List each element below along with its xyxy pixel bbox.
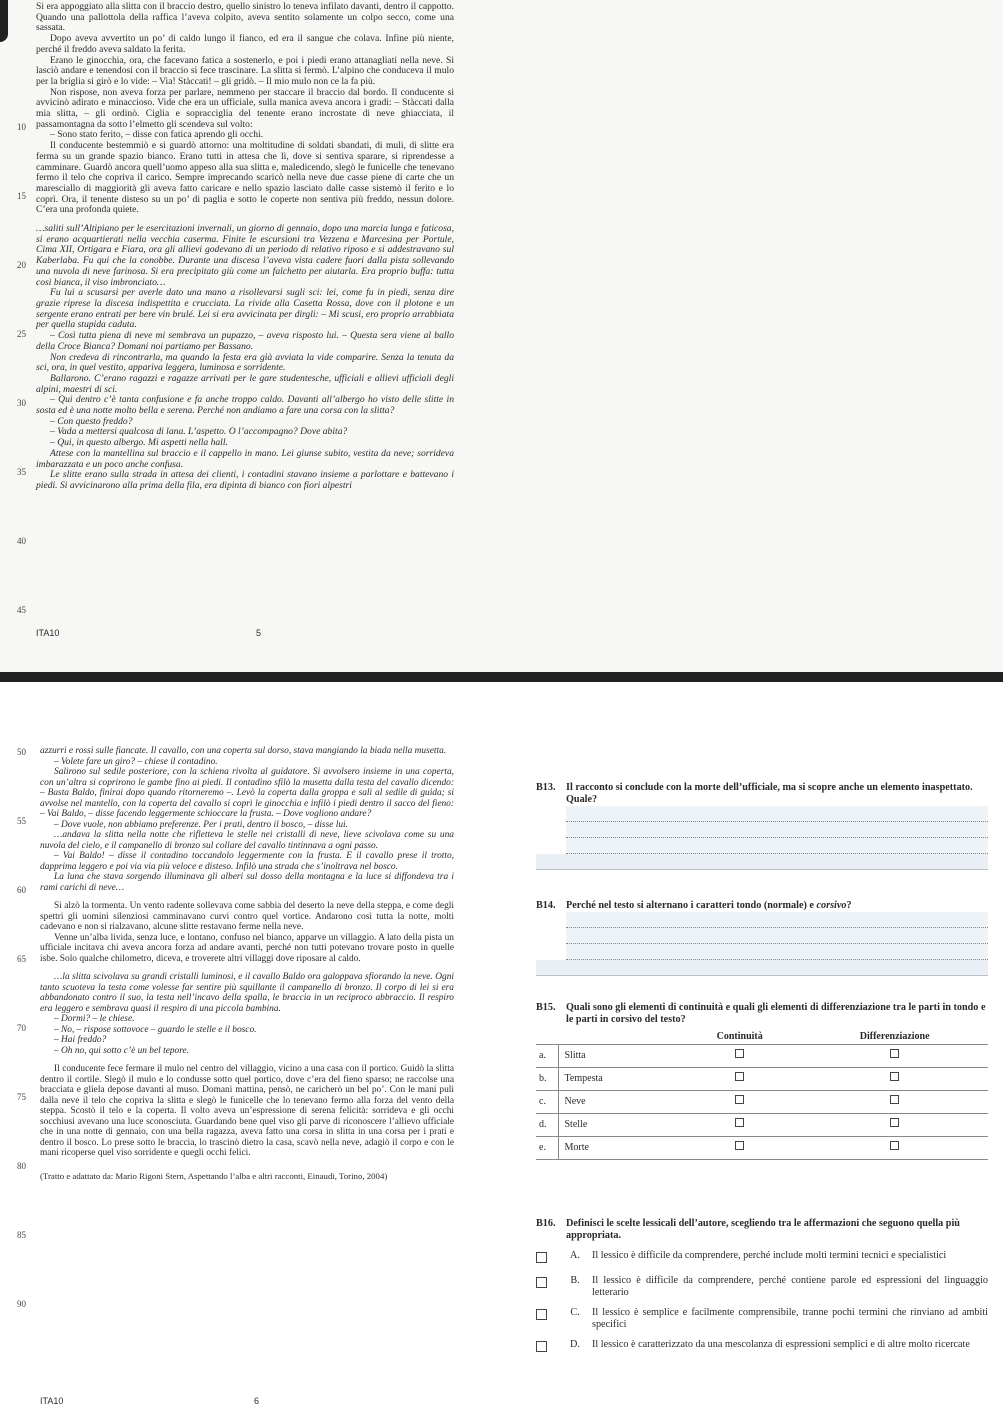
page-gap	[0, 682, 1003, 730]
answer-line[interactable]	[566, 838, 988, 854]
paragraph: – Con questo freddo?	[50, 415, 133, 427]
table-row	[536, 1090, 988, 1113]
paragraph: Non credeva di rincontrarla, ma quando la festa era già avviata la vide comparire. Senza la tenuta da sci, ora, in quel vestito, appariva leggera, luminosa e sorridente.	[36, 351, 454, 374]
paragraph: …andava la slitta nella notte che rifletteva le stelle nei cristalli di neve, lieve scivolava come su una nuvola del cielo, e il campanello di bronzo sul collare del cavallo tintinnava a ogni passo.	[40, 830, 454, 851]
page-curl-shadow	[0, 0, 8, 42]
paragraph: Il conducente fece fermare il mulo nel centro del villaggio, vicino a una casa con il portico. Guidò la slitta dentro il cortile. Slegò il mulo e lo condusse sotto quel portico, dove c’era del fieno sparso; ne raccolse una bracciata e gliela depose davanti al muso. Domani mattina, pensò, ne caricherò un bel po’. Con le mani puli dalla neve il telo che copriva la slitta e slegò le funicelle che lo tenevano fermo alla forza del vento della steppa. Scostò il telo e la coperta. Il volto aveva un’espressione di serena felicità: sorrideva e gli occhi socchiusi avevano una luce sconosciuta. Guardando bene quel viso gli parve di riconoscere l’allievo ufficiale che in una notte di gennaio, con una bella ragazza, aveva fatto una corsa in slitta in una corsa per i prati e dentro il bosco. Lo prese sotto le braccia, lo trascinò dietro la casa, scavò nella neve, adagiò il corpo e con le mani ricoperse quel viso sorridente e quegli occhi felici.	[40, 1064, 454, 1158]
paragraph: – Qui, in questo albergo. Mi aspetti nella hall.	[50, 437, 228, 449]
paragraph: La luna che stava sorgendo illuminava gli alberi sul dosso della montagna e la luce si diffondeva tra i rami carichi di neve…	[40, 872, 454, 893]
difference-checkbox[interactable]	[890, 1141, 899, 1150]
row-word: Morte	[558, 1136, 678, 1159]
answer-line[interactable]	[566, 822, 988, 838]
paragraph: Erano le ginocchia, ora, che facevano fatica a sostenerlo, e poi i piedi erano attanagliati nella neve. Si lasciò andare e tenendosi con il braccio si fece trascinare. La slitta si fermò. L’alpino che conduceva il mulo per la briglia si girò e lo vide: – Via! Stàccati! – gli gridò. – Il mio mulo non ce la fa più.	[36, 54, 454, 87]
page-6-footer	[40, 1396, 454, 1406]
question-b13	[536, 782, 988, 870]
option-text: Il lessico è difficile da comprendere, perché include molti termini tecnici e specialistici	[592, 1250, 947, 1261]
row-word: Slitta	[558, 1044, 678, 1067]
answer-option[interactable]	[536, 1250, 988, 1267]
line-number: 85	[17, 1230, 26, 1240]
line-number: 35	[17, 467, 26, 477]
section-break	[40, 964, 454, 972]
line-number: 70	[17, 1023, 26, 1033]
option-text: Il lessico è caratterizzato da una mescolanza di espressioni semplici e di altre molto ricercate	[592, 1339, 970, 1350]
difference-checkbox[interactable]	[890, 1049, 899, 1058]
paragraph: – Oh no, qui sotto c’è un bel tepore.	[54, 1045, 190, 1056]
line-number: 25	[17, 329, 26, 339]
page-number: 6	[254, 1396, 260, 1406]
line-number: 10	[17, 122, 26, 132]
page-5-text	[36, 2, 454, 492]
page-6	[0, 730, 1003, 1415]
question-b15	[536, 1002, 988, 1160]
paragraph: – No, – rispose sottovoce – guardo le stelle e il bosco.	[54, 1024, 257, 1035]
paragraph: azzurri e rossi sulle fiancate. Il cavallo, con una coperta sul dorso, stava mangiando la biada nella musetta.	[40, 746, 447, 756]
continuity-checkbox[interactable]	[735, 1118, 744, 1127]
column-continuity: Continuità	[678, 1030, 801, 1044]
paragraph: – Dove vuole, non abbiamo preferenze. Per i prati, dentro il bosco, – disse lui.	[54, 819, 348, 830]
question-text: Quali sono gli elementi di continuità e quali gli elementi di differenziazione tra le parti in tondo e le parti in corsivo del testo?	[566, 1002, 986, 1025]
line-number: 55	[17, 816, 26, 826]
line-number: 90	[17, 1299, 26, 1309]
footer-code: ITA10	[40, 1396, 64, 1406]
option-letter: C.	[570, 1307, 580, 1318]
continuity-table	[536, 1030, 988, 1160]
continuity-checkbox[interactable]	[735, 1095, 744, 1104]
option-checkbox[interactable]	[536, 1309, 547, 1320]
page-5-footer	[36, 628, 454, 638]
answer-line[interactable]	[566, 944, 988, 960]
difference-checkbox[interactable]	[890, 1072, 899, 1081]
table-row	[536, 1044, 988, 1067]
question-number: B13.	[536, 782, 556, 793]
footer-code: ITA10	[36, 628, 60, 638]
question-b14	[536, 900, 988, 976]
continuity-checkbox[interactable]	[735, 1141, 744, 1150]
paragraph: – Così tutta piena di neve mi sembrava un pupazzo, – aveva risposto lui. – Questa sera viene al ballo della Croce Bianca? Domani noi partiamo per Bassano.	[36, 330, 454, 352]
row-letter: e.	[536, 1136, 558, 1159]
row-letter: c.	[536, 1090, 558, 1113]
paragraph: – Hai freddo?	[54, 1035, 107, 1045]
line-number: 75	[17, 1092, 26, 1102]
paragraph: – Sono stato ferito, – disse con fatica aprendo gli occhi.	[50, 129, 264, 141]
option-checkbox[interactable]	[536, 1277, 547, 1288]
answer-option[interactable]	[536, 1339, 988, 1356]
table-row	[536, 1136, 988, 1159]
table-row	[536, 1067, 988, 1090]
answer-line[interactable]	[536, 854, 988, 870]
answer-line[interactable]	[566, 806, 988, 822]
option-text: Il lessico è difficile da comprendere, perché contiene parole ed espressioni del linguaggio letterario	[592, 1275, 988, 1298]
paragraph: – Dormi? – le chiese.	[54, 1014, 135, 1024]
page-divider	[0, 672, 1003, 682]
line-number: 65	[17, 954, 26, 964]
question-number: B14.	[536, 900, 556, 911]
page-6-text	[40, 746, 454, 1181]
section-break	[40, 893, 454, 901]
line-number: 30	[17, 398, 26, 408]
option-letter: A.	[570, 1250, 580, 1261]
question-text: Perché nel testo si alternano i caratteri tondo (normale) e corsivo?	[566, 900, 852, 911]
section-break	[40, 1056, 454, 1064]
options-list	[536, 1250, 988, 1356]
question-number: B16.	[536, 1218, 556, 1229]
continuity-checkbox[interactable]	[735, 1072, 744, 1081]
paragraph: Venne un’alba livida, senza luce, e lontano, confuso nel bianco, apparve un villaggio. A lato della pista un ufficiale incitava chi aveva ancora forza ad andare avanti, perché non tutti potevano trovare posto in quelle isbe. Solo qualche chilometro, diceva, e troverete altri villaggi dove riposare al caldo.	[40, 932, 454, 964]
paragraph: – Vada a mettersi qualcosa di lana. L’aspetto. O l’accompagno? Dove abita?	[50, 426, 348, 438]
line-number: 45	[17, 605, 26, 615]
source-citation: (Tratto e adattato da: Mario Rigoni Stern, Aspettando l’alba e altri racconti, Einaudi, Torino, 2004)	[40, 1170, 388, 1181]
question-text: Il racconto si conclude con la morte dell’ufficiale, ma si scopre anche un elemento inaspettato. Quale?	[566, 782, 973, 805]
paragraph: Salirono sul sedile posteriore, con la schiena rivolta al guidatore. Si avvolsero insieme in una coperta, con un’altra si coprirono le gambe fino ai piedi. Il contadino sfilò la musetta dalla testa del cavallo dicendo: – Basta Baldo, finirai dopo quando ritorneremo –. Levò la coperta dalla groppa e salì al sedile di guida; si avvolse nel mantello, con la coperta del cavallo si coprì le ginocchia e infilò i piedi dentro il sacco del fieno: – Vai Baldo, – disse facendo leggermente schioccare la frusta. – Dove vogliono andare?	[40, 767, 454, 819]
answer-line[interactable]	[566, 912, 988, 928]
option-checkbox[interactable]	[536, 1252, 547, 1263]
page-5	[0, 0, 1003, 672]
row-letter: b.	[536, 1067, 558, 1090]
continuity-checkbox[interactable]	[735, 1049, 744, 1058]
paragraph: – Vai Baldo! – disse il contadino toccandolo leggermente con la frusta. E il cavallo prese il trotto, dapprima leggero e poi via via più veloce e disteso. Infilò una strada che s’inoltrava nel bosco.	[40, 851, 454, 872]
paragraph: Si era appoggiato alla slitta con il braccio destro, quello sinistro lo teneva infilato davanti, dentro il cappotto. Quando una pallottola della raffica l’aveva colpito, aveva sentito solamente un colpo secco, come una sassata.	[36, 1, 454, 34]
difference-checkbox[interactable]	[890, 1118, 899, 1127]
row-word: Neve	[558, 1090, 678, 1113]
paragraph: Attese con la mantellina sul braccio e il cappello in mano. Lei giunse subito, vestita da neve; sorrideva imbarazzata e un poco anche confusa.	[36, 447, 454, 470]
line-number: 15	[17, 191, 26, 201]
page-6-paragraphs	[40, 746, 454, 1159]
paragraph: Ballarono. C’erano ragazzi e ragazze arrivati per le gare studentesche, ufficiali e allievi ufficiali degli alpini, maestri di sci.	[36, 372, 454, 395]
paragraph: – Qui dentro c’è tanta confusione e fa anche troppo caldo. Davanti all’albergo ho visto delle slitte in sosta ed è una notte molto bella e serena. Perché non andiamo a fare una corsa con la slitta?	[36, 394, 454, 417]
answer-option[interactable]	[536, 1307, 988, 1331]
paragraph: …la slitta scivolava su grandi cristalli luminosi, e il cavallo Baldo ora galoppava sfiorando la neve. Ogni tanto scuoteva la testa come volesse far sentire più squillante il campanello di bronzo. Il corpo di lei si era abbandonato contro il suo, la testa nell’incavo della spalla, le braccia in un reciproco abbraccio. Il respiro era leggero e sembrava quasi il respiro di una piccola bambina.	[40, 972, 454, 1014]
paragraph: Si alzò la tormenta. Un vento radente sollevava come sabbia del deserto la neve della steppa, e come degli spettri gli uomini silenziosi camminavano curvi contro quel vortice. Andarono così tutta la notte, molti cadevano e non si rialzavano, alcune slitte restavano ferme nella neve.	[40, 901, 454, 932]
row-letter: a.	[536, 1044, 558, 1067]
option-letter: B.	[570, 1275, 580, 1286]
paragraph: …saliti sull’Altipiano per le esercitazioni invernali, un giorno di gennaio, dopo una marcia lunga e faticosa, si erano acquartierati nella vecchia caserma. Finite le escursioni tra Vezzena e Marcesina per Portule, Cima XII, Ortigara e Fiara, ora gli allievi godevano di un periodo di relativo riposo e si addestravano sul Kaberlaba. Fu qui che la conobbe. Durante una discesa l’aveva vista cadere fuori dalla pista sollevando una nuvola di neve farinosa. Si era precipitato giù come un falchetto per aiutarla. Era proprio buffa: tutta così bianca, il viso imbronciato…	[36, 223, 454, 288]
answer-line[interactable]	[566, 928, 988, 944]
question-number: B15.	[536, 1002, 556, 1013]
answer-line[interactable]	[536, 960, 988, 976]
table-row	[536, 1113, 988, 1136]
option-letter: D.	[570, 1339, 580, 1350]
option-text: Il lessico è semplice e facilmente comprensibile, tranne pochi termini che rinviano ad ambiti specifici	[592, 1307, 988, 1330]
paragraph: Non rispose, non aveva forza per parlare, nemmeno per staccare il braccio dal bordo. Il conducente si avvicinò adirato e minaccioso. Vide che era un ufficiale, sulla manica aveva ancora i gradi: – Stàccati dalla mia slitta, – gli ordinò. Ciglia e sopracciglia del tenente erano incrostate di neve ghiacciata, il passamontagna da sotto l’elmetto gli scendeva sul volto:	[36, 86, 454, 130]
line-number: 40	[17, 536, 26, 546]
paragraph: Le slitte erano sulla strada in attesa dei clienti, i contadini stavano insieme a parlottare e battevano i piedi. Si avvicinarono alla prima della fila, era dipinta di bianco con fiori alpestri	[36, 469, 454, 491]
answer-option[interactable]	[536, 1275, 988, 1299]
paragraph: Il conducente bestemmiò e si guardò attorno: una moltitudine di soldati sbandati, di muli, di slitte era ferma su un grande spazio bianco. Erano tutti in attesa che lì, dove si sentiva sparare, si riprendesse a camminare. Guardò ancora quell’uomo appeso alla sua slitta e, maledicendo, slegò le funicelle che tenevano fermo il telo che copriva il carico. Sempre imprecando scaricò nella neve due casse piene di carte che un maresciallo di maggiorità gli aveva fatto caricare e nello spazio lasciato dalle casse sistemò il ferito e lo coprì. Ora, il tenente disteso su un po’ di paglia e sotto le coperte non sentiva più freddo, nessun dolore. C’era una profonda quiete.	[36, 140, 454, 216]
line-number: 60	[17, 885, 26, 895]
row-word: Tempesta	[558, 1067, 678, 1090]
paragraph: Fu lui a scusarsi per averle dato una mano a risollevarsi sugli sci: lei, come fu in piedi, senza dire grazie riprese la discesa indispettita e crucciata. La rivide alla Casetta Rossa, dove con il plotone e un sergente erano entrati per bere vin brulé. Lei si era avvicinata per dirgli: – Mi scusi, ero proprio arrabbiata per quella stupida caduta.	[36, 287, 454, 331]
page-number: 5	[256, 628, 262, 638]
option-checkbox[interactable]	[536, 1341, 547, 1352]
question-b16	[536, 1218, 988, 1356]
line-number: 80	[17, 1161, 26, 1171]
row-letter: d.	[536, 1113, 558, 1136]
question-text: Definisci le scelte lessicali dell’autore, scegliendo tra le affermazioni che seguono quella più appropriata.	[566, 1218, 960, 1241]
line-number: 20	[17, 260, 26, 270]
paragraph: – Volete fare un giro? – chiese il contadino.	[54, 756, 218, 767]
row-word: Stelle	[558, 1113, 678, 1136]
paragraph: Dopo aveva avvertito un po’ di caldo lungo il fianco, ed era il sangue che colava. Infine più niente, perché il freddo aveva saldato la ferita.	[36, 33, 454, 55]
line-number: 50	[17, 747, 26, 757]
difference-checkbox[interactable]	[890, 1095, 899, 1104]
column-difference: Differenziazione	[801, 1030, 988, 1044]
